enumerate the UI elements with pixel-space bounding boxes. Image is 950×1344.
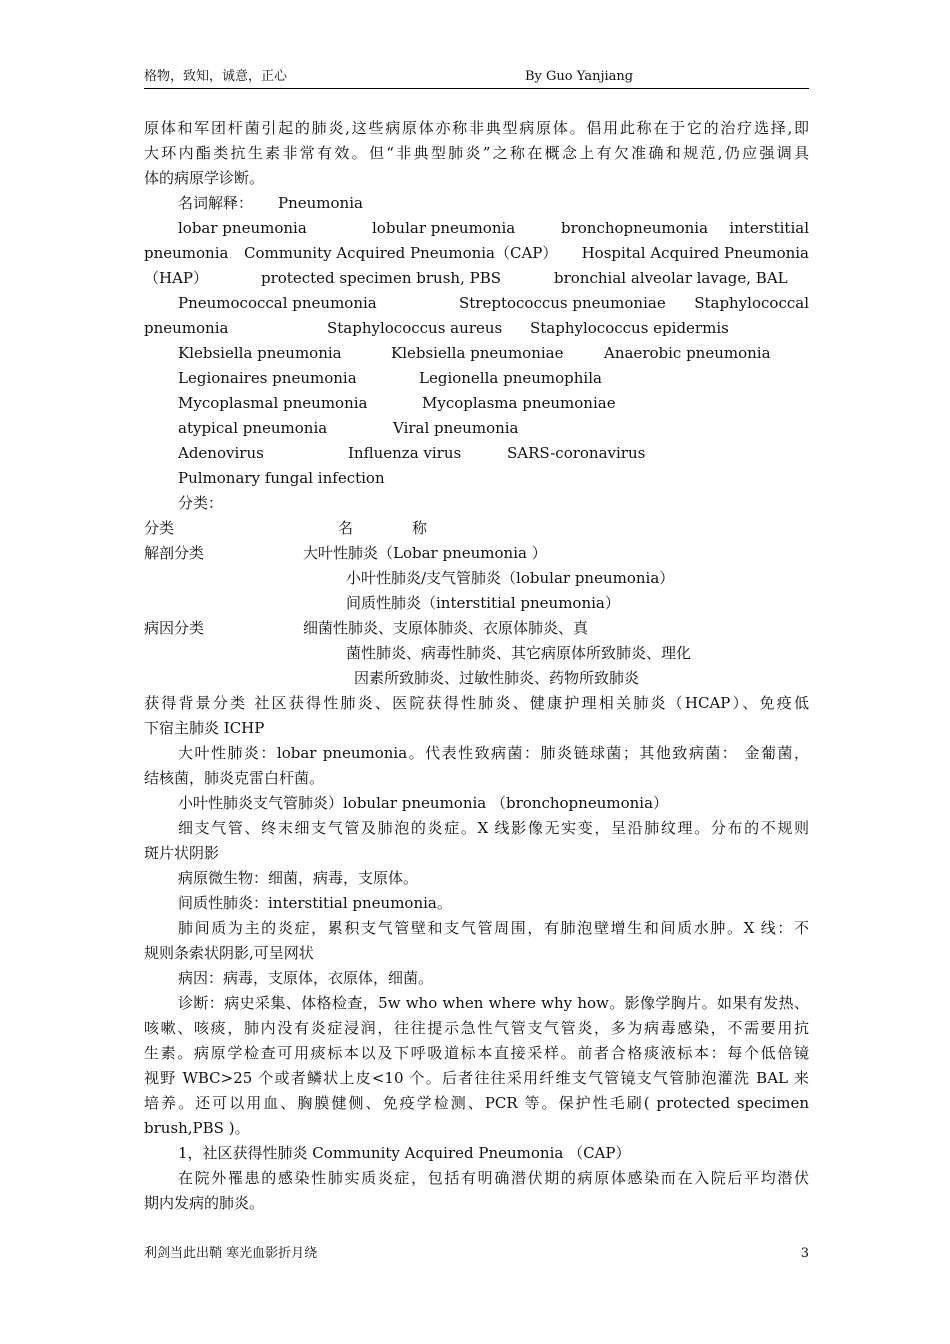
footer-text: 利剑当此出鞘 寒光血影折月绕: [144, 1246, 318, 1261]
glossary-line: [144, 441, 809, 466]
glossary-label: 名词解释：: [178, 194, 254, 212]
paragraph-line: 视野 WBC>25 个或者鳞状上皮<10 个。后者往往采用纤维支气管镜支气管肺泡灌洗 BAL 来: [144, 1069, 809, 1087]
paragraph-line: 大环内酯类抗生素非常有效。但“非典型肺炎”之称在概念上有欠准确和规范,仍应强调具: [144, 144, 809, 162]
classification-row: [144, 566, 809, 591]
paragraph-line: 病原微生物：细菌，病毒，支原体。: [178, 869, 419, 887]
glossary-line: [144, 291, 809, 316]
glossary-term: pneumonia: [144, 244, 229, 262]
classification-name: 细菌性肺炎、支原体肺炎、衣原体肺炎、真: [303, 619, 589, 637]
paragraph-line: 细支气管、终末细支气管及肺泡的炎症。X 线影像无实变，呈沿肺纹理。分布的不规则: [178, 819, 809, 837]
classification-name: 大叶性肺炎（Lobar pneumonia ）: [303, 544, 547, 562]
paragraph-line: 获得背景分类 社区获得性肺炎、医院获得性肺炎、健康护理相关肺炎（HCAP）、免疫低: [144, 694, 809, 712]
paragraph-line: 肺间质为主的炎症，累积支气管壁和支气管周围，有肺泡壁增生和间质水肿。X 线：不: [178, 919, 809, 937]
glossary-term: Staphylococcus epidermis: [530, 319, 729, 337]
classification-header-row: [144, 516, 809, 541]
glossary-term: lobar pneumonia: [178, 219, 307, 237]
glossary-term: Legionella pneumophila: [419, 369, 602, 387]
glossary-line: [144, 416, 809, 441]
header-author: By Guo Yanjiang: [525, 69, 634, 84]
glossary-term: Mycoplasmal pneumonia: [178, 394, 368, 412]
glossary-term: Influenza virus: [348, 444, 462, 462]
page-footer: [144, 1244, 809, 1264]
paragraph-line: 间质性肺炎：interstitial pneumonia。: [178, 894, 452, 912]
glossary-term: lobular pneumonia: [372, 219, 516, 237]
classification-name: 菌性肺炎、病毒性肺炎、其它病原体所致肺炎、理化: [346, 644, 692, 662]
classification-name: 间质性肺炎（interstitial pneumonia）: [346, 594, 620, 612]
paragraph-line: 原体和军团杆菌引起的肺炎,这些病原体亦称非典型病原体。倡用此称在于它的治疗选择,即: [144, 119, 809, 137]
classification-col-header: 分类: [144, 519, 175, 537]
paragraph-line: 培养。还可以用血、胸膜健侧、免疫学检测、PCR 等。保护性毛刷( protected specimen: [144, 1094, 809, 1112]
glossary-term: SARS-coronavirus: [507, 444, 646, 462]
page-number: 3: [800, 1246, 809, 1261]
document-body: [144, 116, 809, 1216]
paragraph-line: 斑片状阴影: [144, 844, 220, 862]
section-heading: 分类：: [178, 494, 224, 512]
glossary-term: Mycoplasma pneumoniae: [422, 394, 616, 412]
glossary-term: Klebsiella pneumonia: [178, 344, 342, 362]
paragraph-line: 体的病原学诊断。: [144, 169, 265, 187]
glossary-term: Anaerobic pneumonia: [604, 344, 771, 362]
glossary-term: bronchopneumonia: [561, 219, 709, 237]
paragraph-line: 期内发病的肺炎。: [144, 1194, 265, 1212]
glossary-term: protected specimen brush, PBS: [261, 269, 502, 287]
classification-row: [144, 666, 809, 691]
glossary-term: Pneumonia: [278, 194, 363, 212]
classification-col-header: 名: [338, 519, 354, 537]
glossary-term: Hospital Acquired Pneumonia: [581, 244, 809, 262]
section-title-line: 1，社区获得性肺炎 Community Acquired Pneumonia （CAP）: [178, 1144, 631, 1162]
glossary-term: Community Acquired Pneumonia（CAP）: [244, 244, 558, 262]
classification-row: [144, 616, 809, 641]
classification-row: [144, 591, 809, 616]
glossary-line: [144, 316, 809, 341]
glossary-term: Legionaires pneumonia: [178, 369, 357, 387]
glossary-term: Viral pneumonia: [393, 419, 519, 437]
paragraph-line: 诊断：病史采集、体格检查，5w who when where why how。影像学胸片。如果有发热、: [178, 994, 809, 1012]
classification-category: 解剖分类: [144, 544, 205, 562]
classification-name: 小叶性肺炎/支气管肺炎（lobular pneumonia）: [346, 569, 675, 587]
paragraph-line: 在院外罹患的感染性肺实质炎症，包括有明确潜伏期的病原体感染而在入院后平均潜伏: [178, 1169, 809, 1187]
classification-col-header: 称: [412, 519, 428, 537]
glossary-term: Pulmonary fungal infection: [178, 469, 385, 487]
glossary-term: pneumonia: [144, 319, 229, 337]
paragraph-line: brush,PBS )。: [144, 1119, 250, 1137]
page-header: [144, 67, 809, 87]
header-rule: [144, 88, 809, 89]
glossary-term: Pneumococcal pneumonia: [178, 294, 377, 312]
paragraph-line: 病因：病毒，支原体，衣原体，细菌。: [178, 969, 434, 987]
glossary-term: atypical pneumonia: [178, 419, 328, 437]
glossary-term: Klebsiella pneumoniae: [391, 344, 564, 362]
glossary-term: Staphylococcal: [694, 294, 809, 312]
glossary-term: （HAP）: [144, 269, 209, 287]
classification-category: 病因分类: [144, 619, 205, 637]
glossary-term: Staphylococcus aureus: [327, 319, 503, 337]
glossary-line: [144, 366, 809, 391]
paragraph-line: 规则条索状阴影,可呈网状: [144, 944, 314, 962]
header-left-text: 格物，致知，诚意，正心: [144, 69, 288, 84]
classification-name: 因素所致肺炎、过敏性肺炎、药物所致肺炎: [354, 669, 640, 687]
glossary-line: [144, 391, 809, 416]
glossary-term: bronchial alveolar lavage, BAL: [554, 269, 788, 287]
glossary-line: [144, 241, 809, 266]
paragraph-line: 咳嗽、咳痰，肺内没有炎症浸润，往往提示急性气管支气管炎，多为病毒感染，不需要用抗: [144, 1019, 809, 1037]
glossary-line: [144, 266, 809, 291]
classification-row: [144, 541, 809, 566]
glossary-line: [144, 341, 809, 366]
glossary-term: Adenovirus: [178, 444, 264, 462]
glossary-term: interstitial: [729, 219, 809, 237]
glossary-line: [144, 216, 809, 241]
paragraph-line: 小叶性肺炎支气管肺炎）lobular pneumonia （bronchopneumonia）: [178, 794, 669, 812]
paragraph-line: 结核菌，肺炎克雷白杆菌。: [144, 769, 325, 787]
glossary-term: Streptococcus pneumoniae: [459, 294, 666, 312]
paragraph-line: 生素。病原学检查可用痰标本以及下呼吸道标本直接采样。前者合格痰液标本：每个低倍镜: [144, 1044, 809, 1062]
glossary-line: [144, 466, 809, 491]
section-heading-line: [144, 491, 809, 516]
paragraph-line: 大叶性肺炎：lobar pneumonia。代表性致病菌：肺炎链球菌；其他致病菌： 金葡菌，: [178, 744, 809, 762]
paragraph-line: 下宿主肺炎 ICHP: [144, 719, 265, 737]
classification-row: [144, 641, 809, 666]
glossary-heading-line: [144, 191, 809, 216]
